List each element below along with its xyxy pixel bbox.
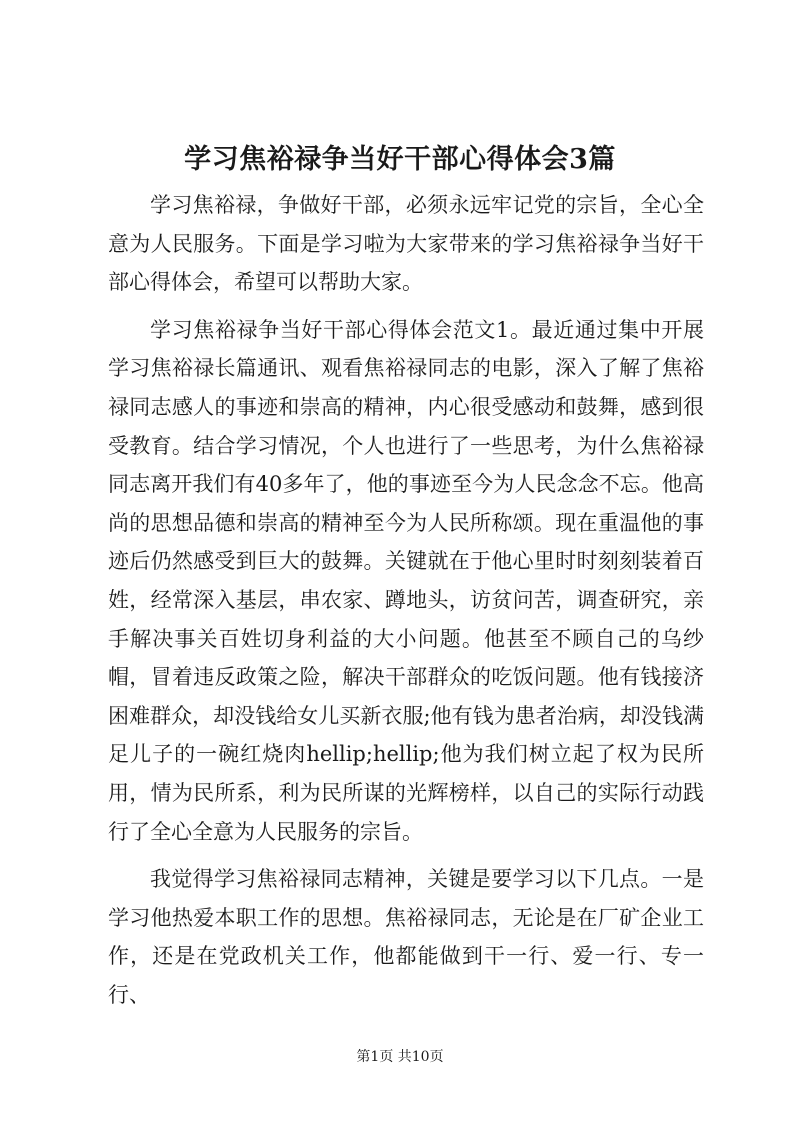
paragraph-key-points: 我觉得学习焦裕禄同志精神，关键是要学习以下几点。一是学习他热爱本职工作的思想。焦裕禄同志，无论是在厂矿企业工作，还是在党政机关工作，他都能做到干一行、爱一行、专一行、: [108, 867, 704, 1007]
paragraph-essay-1: 学习焦裕禄争当好干部心得体会范文1。最近通过集中开展学习焦裕禄长篇通讯、观看焦裕禄同志的电影，深入了解了焦裕禄同志感人的事迹和崇高的精神，内心很受感动和鼓舞，感到很受教育。结合学习情况，个人也进行了一些思考，为什么焦裕禄同志离开我们有40多年了，他的事迹至今为人民念念不忘。他高尚的思想品德和崇高的精神至今为人民所称颂。现在重温他的事迹后仍然感受到巨大的鼓舞。关键就在于他心里时时刻刻装着百姓，经常深入基层，串农家、蹲地头，访贫问苦，调查研究，亲手解决事关百姓切身利益的大小问题。他甚至不顾自己的乌纱帽，冒着违反政策之险，解决干部群众的吃饭问题。他有钱接济困难群众，却没钱给女儿买新衣服;他有钱为患者治病，却没钱满足儿子的一碗红烧肉hellip;hellip;他为我们树立起了权为民所用，情为民所系，利为民所谋的光辉榜样，以自己的实际行动践行了全心全意为人民服务的宗旨。: [108, 317, 704, 844]
document-body: [108, 186, 704, 1023]
paragraph-intro: 学习焦裕禄，争做好干部，必须永远牢记党的宗旨，全心全意为人民服务。下面是学习啦为大家带来的学习焦裕禄争当好干部心得体会，希望可以帮助大家。: [108, 193, 704, 295]
document-title: 学习焦裕禄争当好干部心得体会3篇: [184, 144, 616, 175]
page-footer: 第1页 共10页: [356, 1049, 444, 1065]
